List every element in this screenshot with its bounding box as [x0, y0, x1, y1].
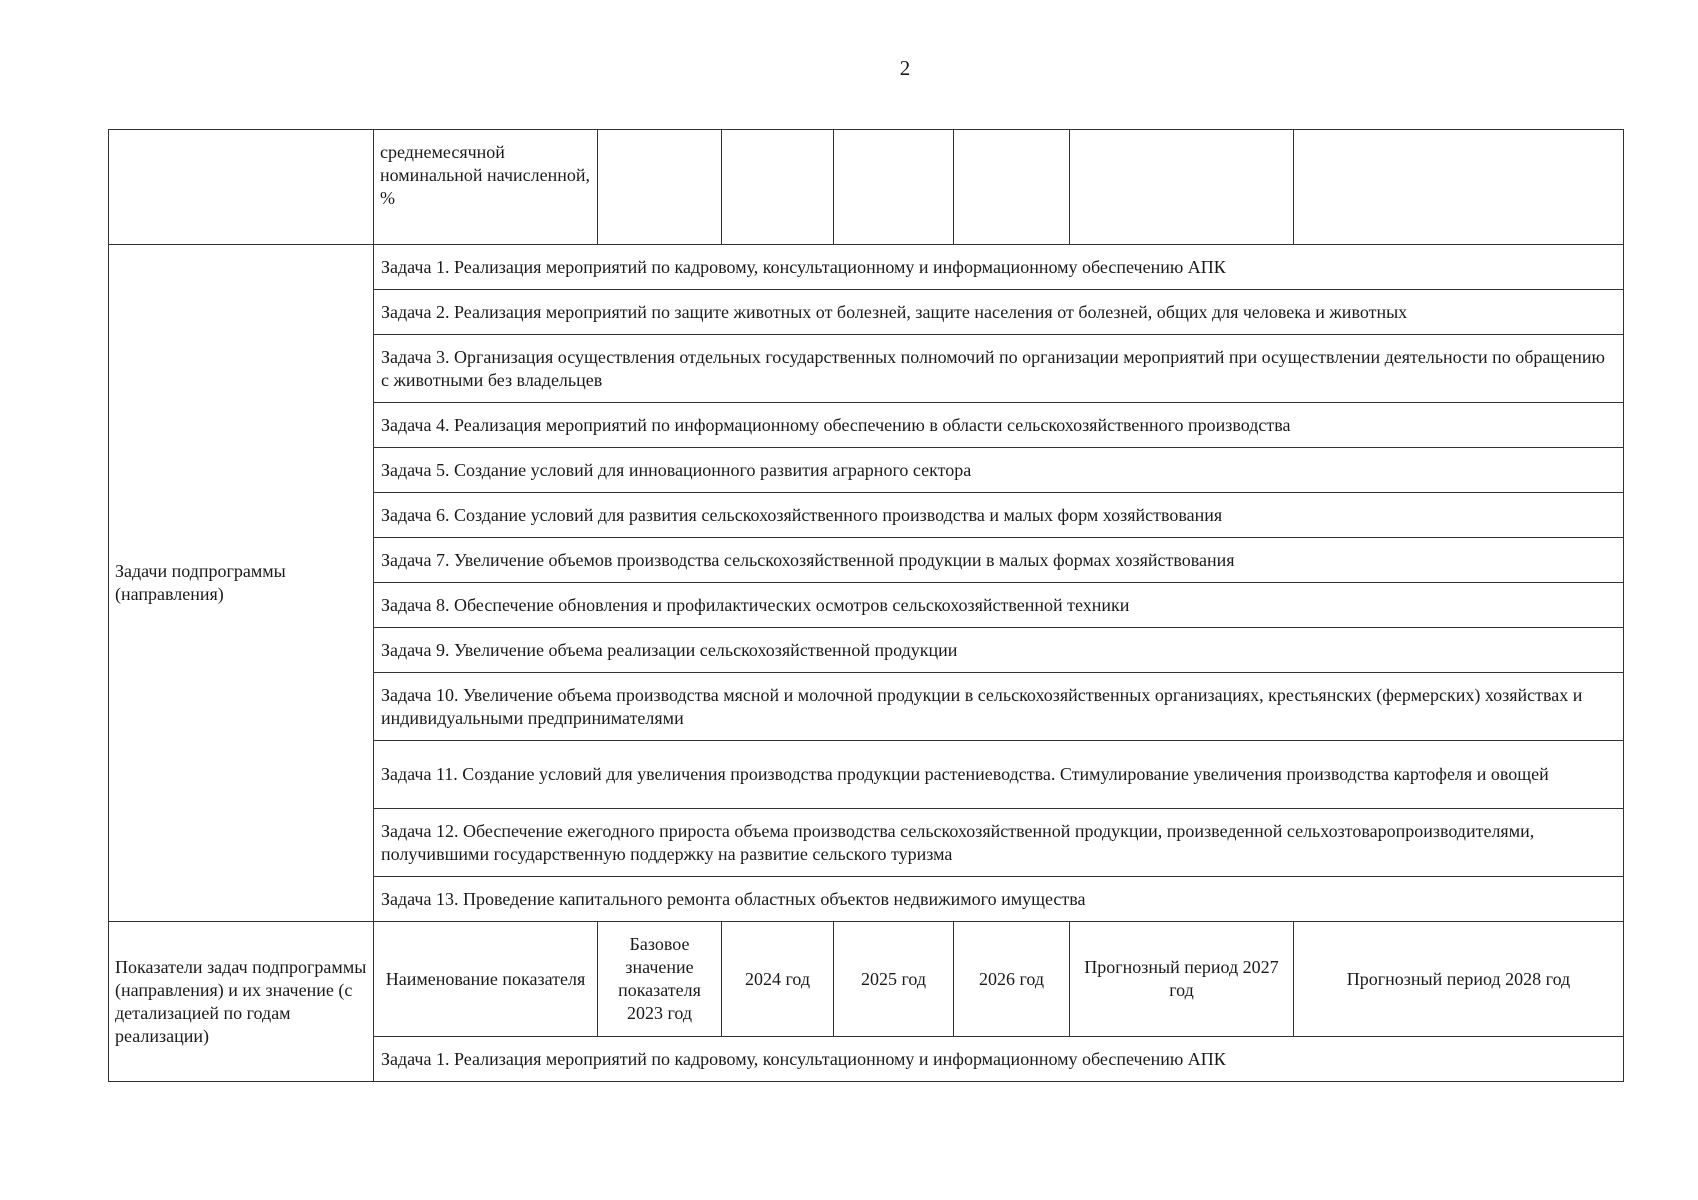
task-item: Задача 6. Создание условий для развития сельскохозяйственного производства и малых форм хозяйствования	[374, 493, 1624, 538]
continuation-base-cell	[598, 130, 722, 245]
indicators-task-1: Задача 1. Реализация мероприятий по кадровому, консультационному и информационному обеспечению АПК	[374, 1037, 1624, 1082]
continuation-2024-cell	[722, 130, 834, 245]
continuation-2025-cell	[834, 130, 954, 245]
task-item: Задача 1. Реализация мероприятий по кадровому, консультационному и информационному обеспечению АПК	[374, 245, 1624, 290]
task-item: Задача 2. Реализация мероприятий по защите животных от болезней, защите населения от болезней, общих для человека и животных	[374, 290, 1624, 335]
header-forecast-2027: Прогнозный период 2027 год	[1070, 922, 1294, 1037]
header-year-2025: 2025 год	[834, 922, 954, 1037]
task-item: Задача 4. Реализация мероприятий по информационному обеспечению в области сельскохозяйственного производства	[374, 403, 1624, 448]
continuation-label-cell	[109, 130, 374, 245]
task-item: Задача 10. Увеличение объема производства мясной и молочной продукции в сельскохозяйственных организациях, крестьянских (фермерских) хозяйствах и индивидуальными предпринимателями	[374, 673, 1624, 741]
task-item: Задача 11. Создание условий для увеличения производства продукции растениеводства. Стимулирование увеличения производства картофеля и овощей	[374, 741, 1624, 809]
subprogram-passport-table	[108, 129, 1624, 1082]
tasks-section-label: Задачи подпрограммы (направления)	[109, 245, 374, 922]
header-year-2024: 2024 год	[722, 922, 834, 1037]
indicators-section-label: Показатели задач подпрограммы (направления) и их значение (с детализацией по годам реализации)	[109, 922, 374, 1082]
continuation-2028-cell	[1294, 130, 1624, 245]
task-item: Задача 12. Обеспечение ежегодного прироста объема производства сельскохозяйственной продукции, произведенной сельхозтоваропроизводителями, получившими государственную поддержку на развитие сельского туризма	[374, 809, 1624, 877]
task-item: Задача 3. Организация осуществления отдельных государственных полномочий по организации мероприятий при осуществлении деятельности по обращению с животными без владельцев	[374, 335, 1624, 403]
continuation-2026-cell	[954, 130, 1070, 245]
continuation-indicator-text: среднемесячной номинальной начисленной, %	[374, 130, 598, 245]
task-item: Задача 5. Создание условий для инновационного развития аграрного сектора	[374, 448, 1624, 493]
page-number: 2	[899, 56, 911, 80]
task-item: Задача 7. Увеличение объемов производства сельскохозяйственной продукции в малых формах хозяйствования	[374, 538, 1624, 583]
continuation-row	[109, 130, 1624, 245]
indicators-header-row	[109, 922, 1624, 1037]
header-indicator-name: Наименование показателя	[374, 922, 598, 1037]
task-row	[109, 245, 1624, 290]
continuation-2027-cell	[1070, 130, 1294, 245]
header-forecast-2028: Прогнозный период 2028 год	[1294, 922, 1624, 1037]
task-item: Задача 9. Увеличение объема реализации сельскохозяйственной продукции	[374, 628, 1624, 673]
header-base-value: Базовое значение показателя 2023 год	[598, 922, 722, 1037]
task-item: Задача 13. Проведение капитального ремонта областных объектов недвижимого имущества	[374, 877, 1624, 922]
header-year-2026: 2026 год	[954, 922, 1070, 1037]
task-item: Задача 8. Обеспечение обновления и профилактических осмотров сельскохозяйственной техники	[374, 583, 1624, 628]
